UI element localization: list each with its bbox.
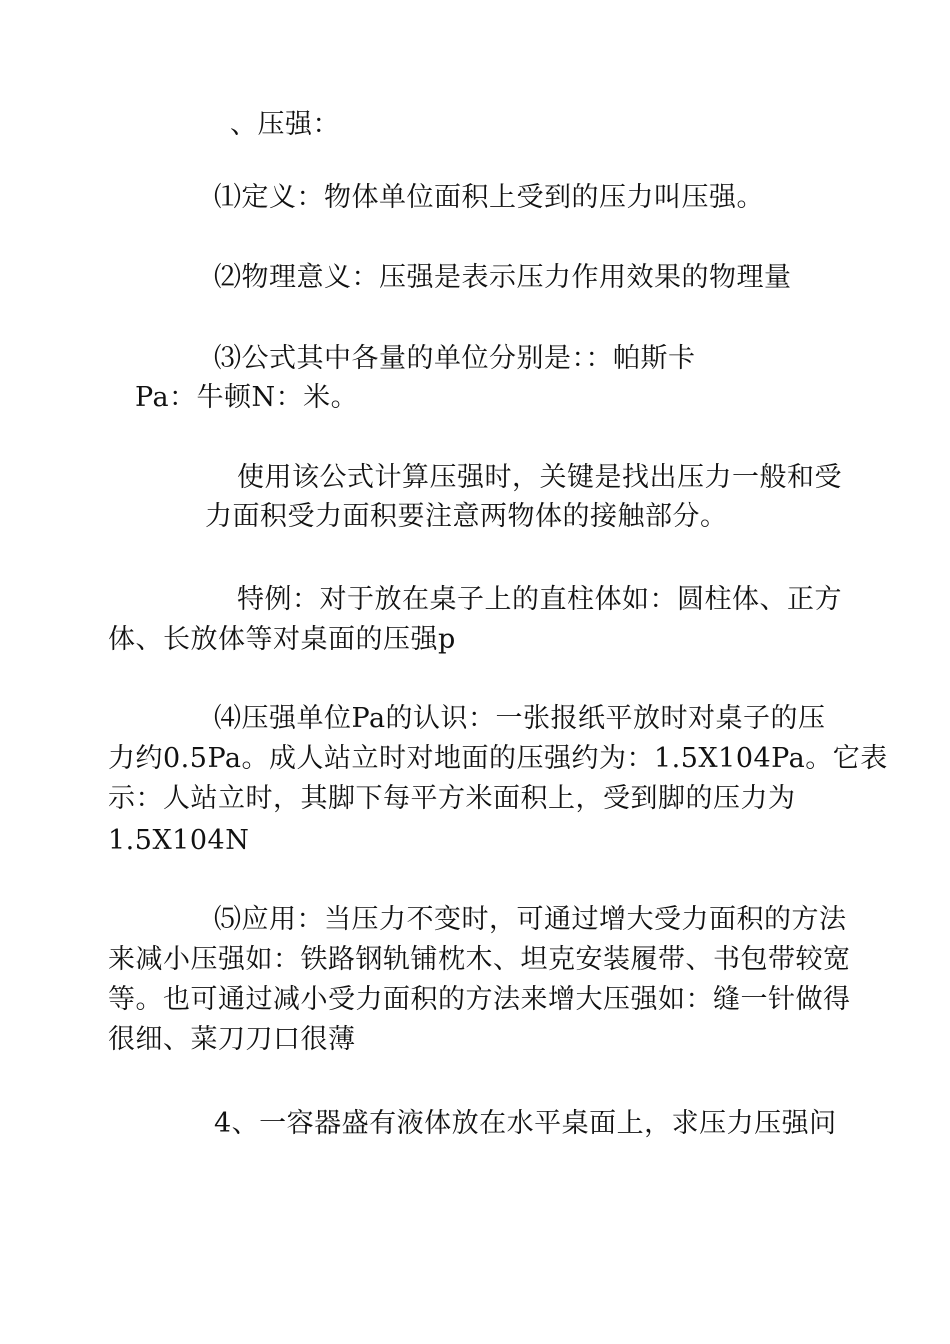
pressure-unit-line-4: 1.5X104N (108, 825, 250, 856)
application-line-2: 来减小压强如：铁路钢轨铺枕木、坦克安装履带、书包带较宽 (108, 944, 851, 975)
formula-usage-line-1: 使用该公式计算压强时，关键是找出压力一般和受 (237, 462, 842, 493)
formula-units-line-2: Pa：牛顿N：米。 (135, 382, 359, 413)
formula-units-line-1: ⑶公式其中各量的单位分别是：：帕斯卡 (214, 343, 696, 374)
special-case-line-1: 特例：对于放在桌子上的直柱体如：圆柱体、正方 (237, 584, 842, 615)
section-heading-pressure: 、压强： (230, 109, 340, 140)
application-line-3: 等。也可通过减小受力面积的方法来增大压强如：缝一针做得 (108, 984, 851, 1015)
formula-usage-line-2: 力面积受力面积要注意两物体的接触部分。 (205, 501, 728, 532)
pressure-unit-line-3: 示：人站立时，其脚下每平方米面积上，受到脚的压力为 (108, 783, 796, 814)
definition-line: ⑴定义：物体单位面积上受到的压力叫压强。 (214, 182, 764, 213)
physical-meaning-line: ⑵物理意义：压强是表示压力作用效果的物理量 (214, 262, 792, 293)
application-line-4: 很细、菜刀刀口很薄 (108, 1024, 356, 1055)
special-case-line-2: 体、长放体等对桌面的压强p (108, 624, 456, 655)
section-heading-container-liquid: 4、一容器盛有液体放在水平桌面上，求压力压强问 (214, 1108, 837, 1139)
pressure-unit-line-2: 力约0.5Pa。成人站立时对地面的压强约为：1.5X104Pa。它表 (108, 743, 888, 774)
pressure-unit-line-1: ⑷压强单位Pa的认识：一张报纸平放时对桌子的压 (214, 703, 826, 734)
application-line-1: ⑸应用：当压力不变时，可通过增大受力面积的方法 (214, 904, 847, 935)
